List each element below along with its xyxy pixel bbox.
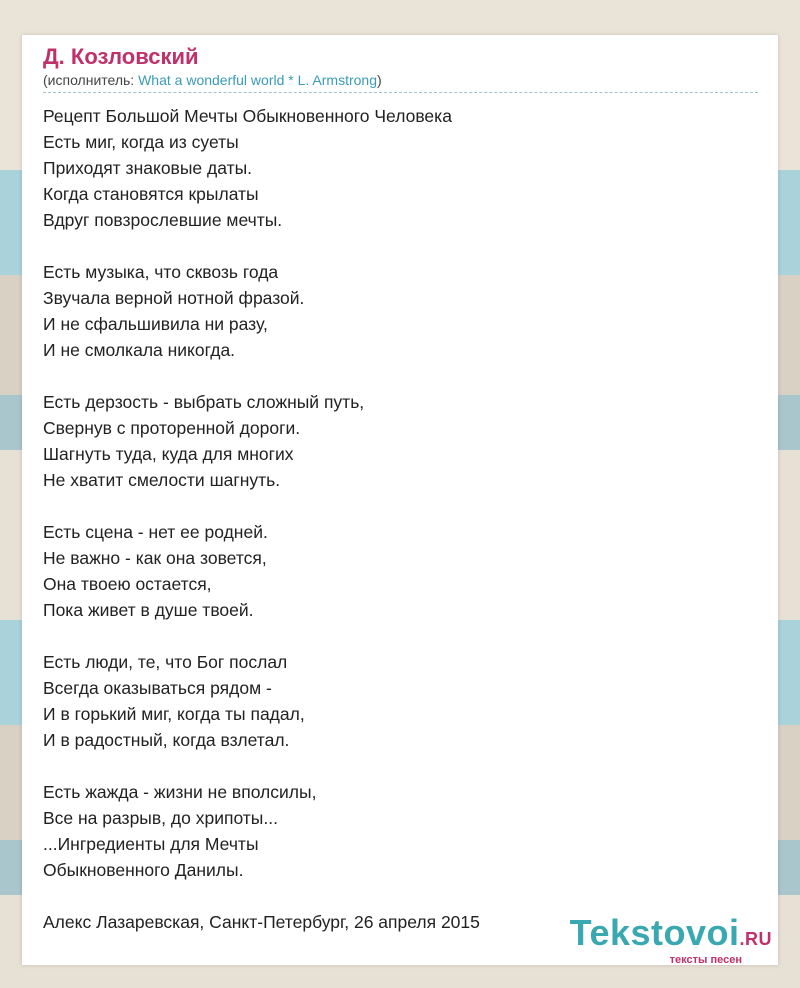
lyric-line: Все на разрыв, до хрипоты... xyxy=(43,808,278,828)
stanza-gap xyxy=(43,883,758,909)
lyric-line: Есть сцена - нет ее родней. xyxy=(43,522,268,542)
stanza-gap xyxy=(43,753,758,779)
lyric-line: Алекс Лазаревская, Санкт-Петербург, 26 апреля 2015 xyxy=(43,912,480,932)
logo-name: Tekstovoi xyxy=(569,912,740,953)
performer-line xyxy=(43,71,758,93)
lyric-line: Приходят знаковые даты. xyxy=(43,158,253,178)
lyric-line: И в радостный, когда взлетал. xyxy=(43,730,290,750)
performer-suffix: ) xyxy=(376,72,382,88)
lyric-line: Вдруг повзрослевшие мечты. xyxy=(43,210,283,230)
lyrics-text xyxy=(43,103,758,935)
lyric-line: Всегда оказываться рядом - xyxy=(43,678,272,698)
lyric-line: ...Ингредиенты для Мечты xyxy=(43,834,259,854)
performer-prefix: (исполнитель: xyxy=(43,72,139,88)
lyric-line: Есть люди, те, что Бог послал xyxy=(43,652,288,672)
lyric-line: Не хватит смелости шагнуть. xyxy=(43,470,281,490)
lyric-line: И не смолкала никогда. xyxy=(43,340,236,360)
logo-tld: .RU xyxy=(739,929,772,949)
lyric-line: Она твоею остается, xyxy=(43,574,212,594)
lyric-line: Есть музыка, что сквозь года xyxy=(43,262,279,282)
lyric-line: Шагнуть туда, куда для многих xyxy=(43,444,294,464)
performer-link[interactable]: What a wonderful world * L. Armstrong xyxy=(138,72,377,88)
lyric-line: Пока живет в душе твоей. xyxy=(43,600,254,620)
logo-tagline: тексты песен xyxy=(669,954,742,966)
lyric-line: И не сфальшивила ни разу, xyxy=(43,314,268,334)
lyric-line: Есть миг, когда из суеты xyxy=(43,132,239,152)
stanza-gap xyxy=(43,623,758,649)
site-logo[interactable] xyxy=(569,912,772,966)
lyrics-card xyxy=(22,35,778,965)
lyric-line: Не важно - как она зовется, xyxy=(43,548,267,568)
lyric-line: И в горький миг, когда ты падал, xyxy=(43,704,305,724)
lyric-line: Свернув с проторенной дороги. xyxy=(43,418,301,438)
lyric-line: Звучала верной нотной фразой. xyxy=(43,288,305,308)
lyric-line: Есть дерзость - выбрать сложный путь, xyxy=(43,392,365,412)
page-title: Д. Козловский xyxy=(43,44,199,69)
lyric-line: Есть жажда - жизни не вполсилы, xyxy=(43,782,317,802)
stanza-gap xyxy=(43,363,758,389)
logo-wordmark xyxy=(569,912,772,957)
lyric-line: Рецепт Большой Мечты Обыкновенного Человека xyxy=(43,106,452,126)
stanza-gap xyxy=(43,233,758,259)
lyric-line: Обыкновенного Данилы. xyxy=(43,860,244,880)
stanza-gap xyxy=(43,493,758,519)
lyric-line: Когда становятся крылаты xyxy=(43,184,259,204)
